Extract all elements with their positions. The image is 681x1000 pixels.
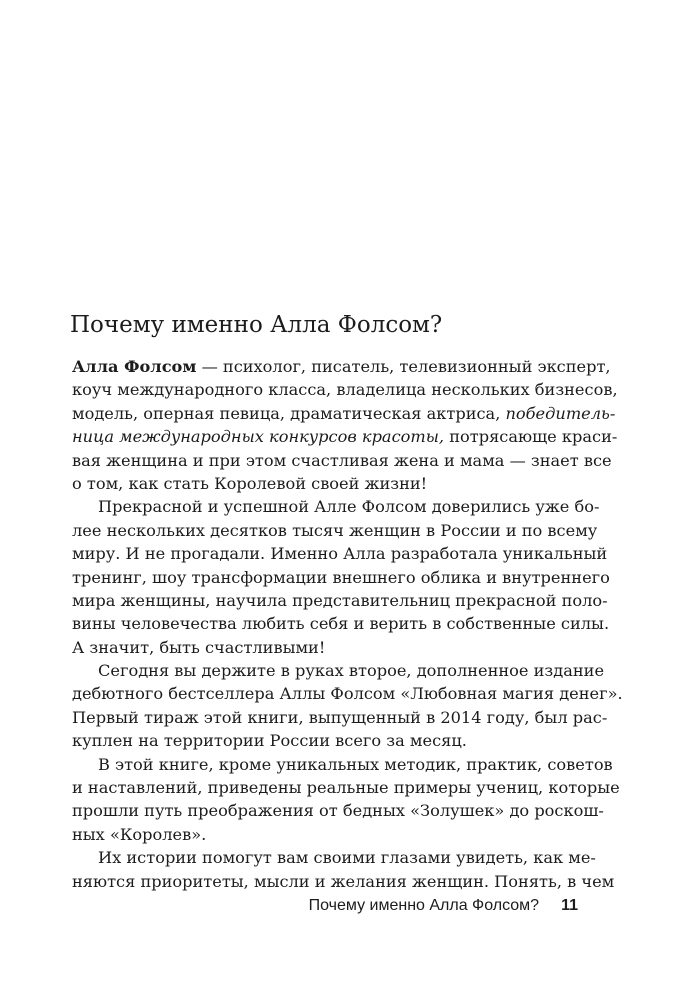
text-run: — психолог, писатель, телевизионный эксперт, [196, 357, 611, 376]
chapter-title: Почему именно Алла Фолсом? [70, 312, 443, 338]
text-run: прошли путь преображения от бедных «Золушек» до роскош- [72, 801, 604, 821]
text-line [72, 542, 608, 565]
bold-text: Алла Фолсом [72, 357, 197, 376]
page-number: 11 [561, 897, 578, 914]
paragraph [72, 355, 618, 495]
text-run: А значит, быть счастливыми! [72, 637, 326, 657]
text-run: потрясающе краси- [444, 427, 618, 447]
text-line [72, 706, 608, 729]
italic-text: победитель- [505, 403, 616, 423]
text-run: вая женщина и при этом счастливая жена и мама — знает все [72, 450, 612, 470]
text-line [72, 425, 618, 448]
text-run: и наставлений, приведены реальные примеры учениц, которые [72, 778, 620, 798]
text-line [72, 823, 577, 846]
text-line [72, 612, 610, 635]
page-footer [300, 897, 578, 915]
text-line [72, 449, 612, 472]
text-line [72, 846, 596, 869]
text-line [72, 659, 605, 682]
text-run: няются приоритеты, мысли и желания женщин. Понять, в чем [72, 871, 615, 891]
text-line [72, 402, 616, 425]
body-text [72, 355, 623, 893]
text-run: дебютного бестселлера Аллы Фолсом «Любовная магия денег». [72, 684, 623, 704]
running-title: Почему именно Алла Фолсом? [308, 897, 540, 914]
text-line [72, 799, 604, 822]
text-line [72, 682, 623, 705]
text-line [72, 472, 577, 495]
text-line [72, 378, 618, 401]
paragraph [72, 753, 620, 847]
text-line [72, 636, 577, 659]
text-line [72, 753, 613, 776]
text-run: лее нескольких десятков тысяч женщин в России и по всему [72, 520, 598, 540]
text-run: миру. И не прогадали. Именно Алла разработала уникальный [72, 544, 608, 564]
text-line [72, 566, 610, 589]
text-run: мира женщины, научила представительниц прекрасной поло- [72, 590, 608, 610]
paragraph [72, 846, 615, 893]
text-run: куплен на территории России всего за месяц. [72, 731, 467, 751]
text-line [72, 495, 600, 518]
text-line [72, 519, 598, 542]
text-line [72, 355, 611, 378]
text-line [72, 729, 577, 752]
italic-text: ница международных конкурсов красоты, [72, 427, 445, 447]
paragraph [72, 659, 623, 753]
text-line [72, 870, 615, 893]
text-run: модель, оперная певица, драматическая актриса, [72, 403, 506, 423]
text-line [72, 776, 620, 799]
text-run: Первый тираж этой книги, выпущенный в 2014 году, был рас- [72, 707, 608, 727]
text-run: Их истории помогут вам своими глазами увидеть, как ме- [98, 848, 596, 868]
text-run: Прекрасной и успешной Алле Фолсом доверились уже бо- [98, 497, 600, 517]
text-run: В этой книге, кроме уникальных методик, практик, советов [98, 754, 613, 774]
text-run: тренинг, шоу трансформации внешнего облика и внутреннего [72, 567, 610, 587]
paragraph [72, 495, 610, 659]
text-run: о том, как стать Королевой своей жизни! [72, 473, 428, 493]
text-run: Сегодня вы держите в руках второе, дополненное издание [98, 661, 605, 681]
text-run: вины человечества любить себя и верить в собственные силы. [72, 614, 610, 634]
text-line [72, 589, 608, 612]
text-run: ных «Королев». [72, 824, 207, 844]
text-run: коуч международного класса, владелица нескольких бизнесов, [72, 380, 618, 400]
